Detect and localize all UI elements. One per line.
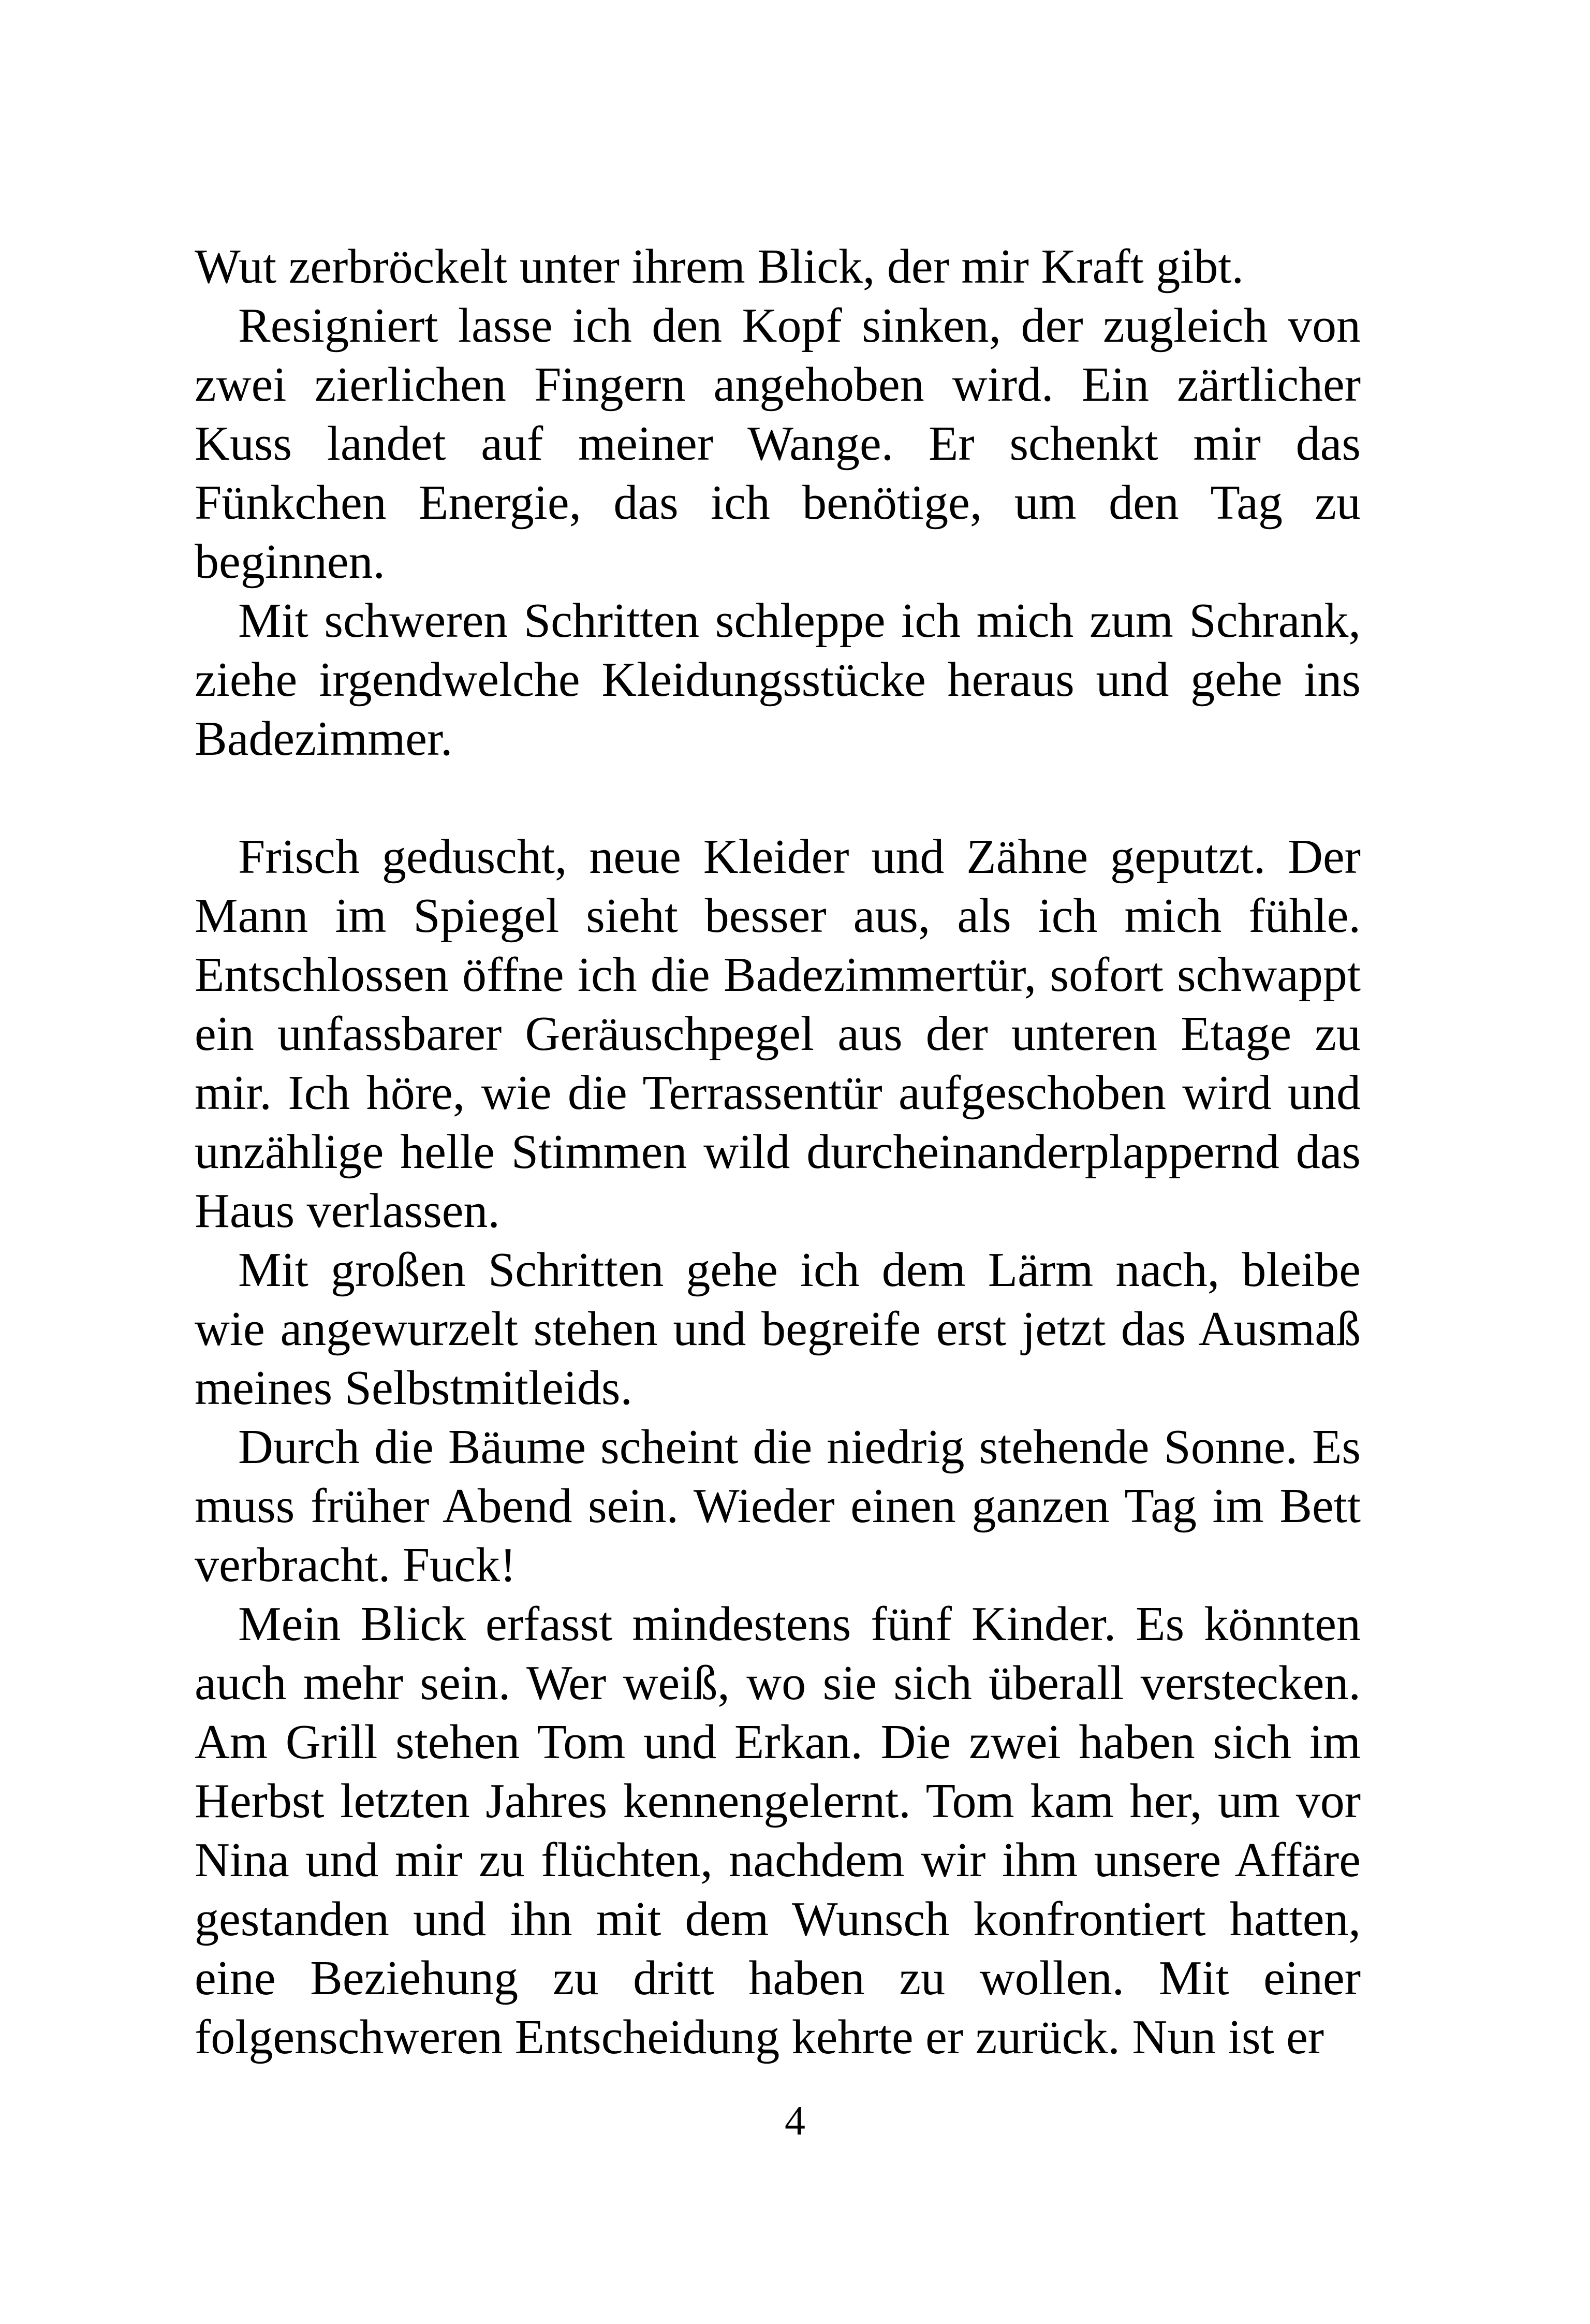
paragraph-6: Durch die Bäume scheint die niedrig stehende Sonne. Es muss früher Abend sein. Wieder einen ganzen Tag im Bett verbracht. Fuck! [195, 1420, 1361, 1592]
paragraph-5: Mit großen Schritten gehe ich dem Lärm nach, bleibe wie angewurzelt stehen und begreife erst jetzt das Ausmaß meines Selbstmitleids. [195, 1243, 1361, 1415]
body-text [195, 237, 1361, 2067]
paragraph-4: Frisch geduscht, neue Kleider und Zähne geputzt. Der Mann im Spiegel sieht besser aus, als ich mich fühle. Entschlossen öffne ich die Badezimmertür, sofort schwappt ein unfassbarer Geräuschpegel aus der unteren Etage zu mir. Ich höre, wie die Terrassentür aufgeschoben wird und unzählige helle Stimmen wild durcheinanderplappernd das Haus verlassen. [195, 830, 1361, 1238]
paragraph-3: Mit schweren Schritten schleppe ich mich zum Schrank, ziehe irgendwelche Kleidungsstücke heraus und gehe ins Badezimmer. [195, 594, 1361, 766]
paragraph-2: Resigniert lasse ich den Kopf sinken, der zugleich von zwei zierlichen Fingern angehoben wird. Ein zärtlicher Kuss landet auf meiner Wange. Er schenkt mir das Fünkchen Energie, das ich benötige, um den Tag zu beginnen. [195, 299, 1361, 589]
paragraph-1: Wut zerbröckelt unter ihrem Blick, der mir Kraft gibt. [195, 240, 1244, 294]
page-number: 4 [785, 2098, 805, 2144]
paragraph-7: Mein Blick erfasst mindestens fünf Kinder. Es könnten auch mehr sein. Wer weiß, wo sie sich überall verstecken. Am Grill stehen Tom und Erkan. Die zwei haben sich im Herbst letzten Jahres kennengelernt. Tom kam her, um vor Nina und mir zu flüchten, nachdem wir ihm unsere Affäre gestanden und ihn mit dem Wunsch konfrontiert hatten, eine Beziehung zu dritt haben zu wollen. Mit einer folgenschweren Entscheidung kehrte er zurück. Nun ist er [195, 1597, 1361, 2064]
